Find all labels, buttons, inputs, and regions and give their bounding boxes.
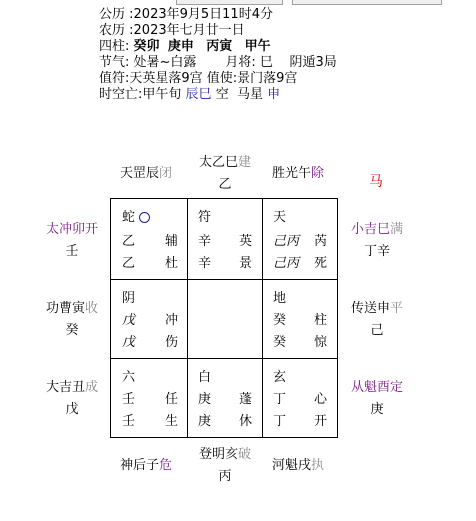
outer-right-bot — [344, 380, 410, 418]
palace-2-god: 符 — [198, 210, 212, 225]
palace-1-door: 杜 — [165, 256, 179, 271]
palace-4-tianpan-stem: 戊 — [122, 313, 136, 328]
palace-4-dipan-stem: 戊 — [122, 335, 136, 350]
outer-top-mid — [193, 155, 257, 193]
outer-bot-left-main: 神后子 — [120, 458, 160, 473]
palace-6-tianpan-stem: 癸 — [273, 313, 287, 328]
outer-left-bot-sub: 戊 — [65, 402, 79, 417]
palace-1-tianpan-stem: 乙 — [122, 234, 136, 249]
palace-7-door: 生 — [165, 414, 179, 429]
sizhu-row — [99, 39, 337, 55]
info-header — [99, 7, 337, 103]
outer-left-bot-main: 大吉丑 — [45, 380, 85, 395]
palace-4-god: 阴 — [122, 291, 136, 306]
palace-6-god: 地 — [273, 291, 287, 306]
gongli-label: 公历 — [99, 7, 126, 22]
outer-right-mid-suffix: 平 — [390, 301, 404, 316]
outer-left-mid-suffix: 收 — [85, 301, 99, 316]
nongli-value: :2023年七月廿一日 — [129, 23, 245, 38]
palace-3-tianpan-stem: 己丙 — [273, 234, 300, 249]
palace-cell-2 — [188, 199, 262, 279]
nongli-label: 农历 — [99, 23, 126, 38]
nine-palace-grid — [110, 198, 338, 438]
shikong-kong: 辰巳 — [185, 87, 212, 102]
palace-9-door: 开 — [314, 414, 328, 429]
palace-9-tianpan-stem: 丁 — [273, 392, 287, 407]
outer-right-mid-main: 传送申 — [350, 301, 390, 316]
outer-left-top — [40, 222, 104, 260]
palace-9-dipan-stem: 丁 — [273, 414, 287, 429]
top-toolbar-left — [176, 0, 283, 5]
ma-marker: 马 — [369, 174, 383, 190]
zhifu-row — [99, 71, 337, 87]
outer-left-bot — [40, 380, 104, 418]
outer-top-right — [272, 166, 324, 182]
shikong-ma: 申 — [267, 87, 281, 102]
outer-bot-mid-main: 登明亥 — [198, 447, 238, 462]
palace-8-door: 休 — [239, 414, 253, 429]
jieqi-value: 处暑~白露 — [133, 55, 197, 70]
palace-3-star: 芮 — [314, 234, 328, 249]
palace-9-star: 心 — [314, 392, 328, 407]
outer-bot-mid-sub: 丙 — [218, 469, 232, 484]
zhifu-text: 值符:天英星落9宫 值使:景门落9宫 — [99, 71, 298, 86]
palace-3-door: 死 — [314, 256, 328, 271]
palace-7-tianpan-stem: 壬 — [122, 392, 136, 407]
outer-right-top-sub: 丁辛 — [363, 244, 390, 259]
outer-top-right-main: 胜光午 — [272, 166, 312, 181]
sizhu-day: 丙寅 — [206, 39, 233, 54]
outer-right-top-suffix: 满 — [390, 222, 404, 237]
gongli-value: :2023年9月5日11时4分 — [129, 7, 273, 22]
palace-7-dipan-stem: 壬 — [122, 414, 136, 429]
outer-bot-left-suffix: 危 — [159, 458, 173, 473]
palace-8-tianpan-stem: 庚 — [198, 392, 212, 407]
outer-top-right-suffix: 除 — [311, 166, 325, 181]
outer-right-bot-sub: 庚 — [370, 402, 384, 417]
outer-bot-right — [272, 458, 324, 474]
palace-4-star: 冲 — [165, 313, 179, 328]
outer-left-bot-suffix: 成 — [85, 380, 99, 395]
palace-3-dipan-stem: 己丙 — [273, 256, 300, 271]
gongli-row — [99, 7, 337, 23]
shikong-row — [99, 87, 337, 103]
outer-bot-left — [120, 458, 172, 474]
outer-left-mid-sub: 癸 — [65, 323, 79, 338]
outer-top-left-suffix: 闭 — [159, 166, 173, 181]
palace-cell-9 — [263, 359, 337, 437]
nongli-row — [99, 23, 337, 39]
palace-3-god: 天 — [273, 210, 287, 225]
outer-top-left-main: 天罡辰 — [120, 166, 160, 181]
palace-1-god-row — [122, 210, 150, 226]
palace-6-door: 惊 — [314, 335, 328, 350]
outer-bot-right-main: 河魁戌 — [272, 458, 312, 473]
dun-value: 阴遁3局 — [289, 55, 337, 70]
sizhu-label: 四柱: — [99, 39, 130, 54]
top-toolbar-right — [292, 0, 442, 5]
palace-1-god: 蛇 — [122, 210, 136, 225]
palace-8-god: 白 — [198, 370, 212, 385]
outer-top-mid-sub: 乙 — [218, 177, 232, 192]
outer-bot-right-suffix: 执 — [311, 458, 325, 473]
palace-7-star: 任 — [165, 392, 179, 407]
yuejiang-value: 巳 — [259, 55, 273, 70]
outer-right-mid-sub: 己 — [370, 323, 384, 338]
jieqi-row — [99, 55, 337, 71]
palace-6-dipan-stem: 癸 — [273, 335, 287, 350]
palace-8-dipan-stem: 庚 — [198, 414, 212, 429]
outer-left-top-sub: 壬 — [65, 244, 79, 259]
palace-2-dipan-stem: 辛 — [198, 256, 212, 271]
palace-7-god: 六 — [122, 370, 136, 385]
palace-cell-5-center — [188, 280, 262, 358]
shikong-prefix: 时空亡:甲午旬 — [99, 87, 182, 102]
palace-8-star: 蓬 — [239, 392, 253, 407]
shikong-ma-label: 马星 — [236, 87, 263, 102]
outer-top-mid-suffix: 建 — [238, 155, 252, 170]
circle-marker-icon — [139, 212, 150, 223]
sizhu-year: 癸卯 — [133, 39, 160, 54]
palace-cell-3 — [263, 199, 337, 279]
palace-cell-6 — [263, 280, 337, 358]
outer-right-bot-main: 从魁酉定 — [350, 380, 403, 395]
outer-left-top-main: 太冲卯开 — [45, 222, 98, 237]
sizhu-hour: 甲午 — [244, 39, 271, 54]
palace-cell-8 — [188, 359, 262, 437]
yuejiang-label: 月将: — [225, 55, 256, 70]
palace-cell-1 — [111, 199, 187, 279]
palace-1-star: 辅 — [165, 234, 179, 249]
outer-left-mid — [40, 301, 104, 339]
palace-4-door: 伤 — [165, 335, 179, 350]
palace-cell-7 — [111, 359, 187, 437]
palace-2-tianpan-stem: 辛 — [198, 234, 212, 249]
shikong-kong-label: 空 — [215, 87, 229, 102]
sizhu-month: 庚申 — [167, 39, 194, 54]
palace-9-god: 玄 — [273, 370, 287, 385]
outer-right-mid — [344, 301, 410, 339]
outer-top-left — [120, 166, 172, 182]
outer-top-mid-main: 太乙巳 — [198, 155, 238, 170]
jieqi-label: 节气: — [99, 55, 130, 70]
palace-2-door: 景 — [239, 256, 253, 271]
outer-left-mid-main: 功曹寅 — [45, 301, 85, 316]
outer-bot-mid-suffix: 破 — [238, 447, 252, 462]
palace-1-dipan-stem: 乙 — [122, 256, 136, 271]
palace-2-star: 英 — [239, 234, 253, 249]
outer-bot-mid — [193, 447, 257, 485]
outer-right-top — [344, 222, 410, 260]
palace-6-star: 柱 — [314, 313, 328, 328]
outer-right-top-main: 小吉巳 — [350, 222, 390, 237]
palace-cell-4 — [111, 280, 187, 358]
